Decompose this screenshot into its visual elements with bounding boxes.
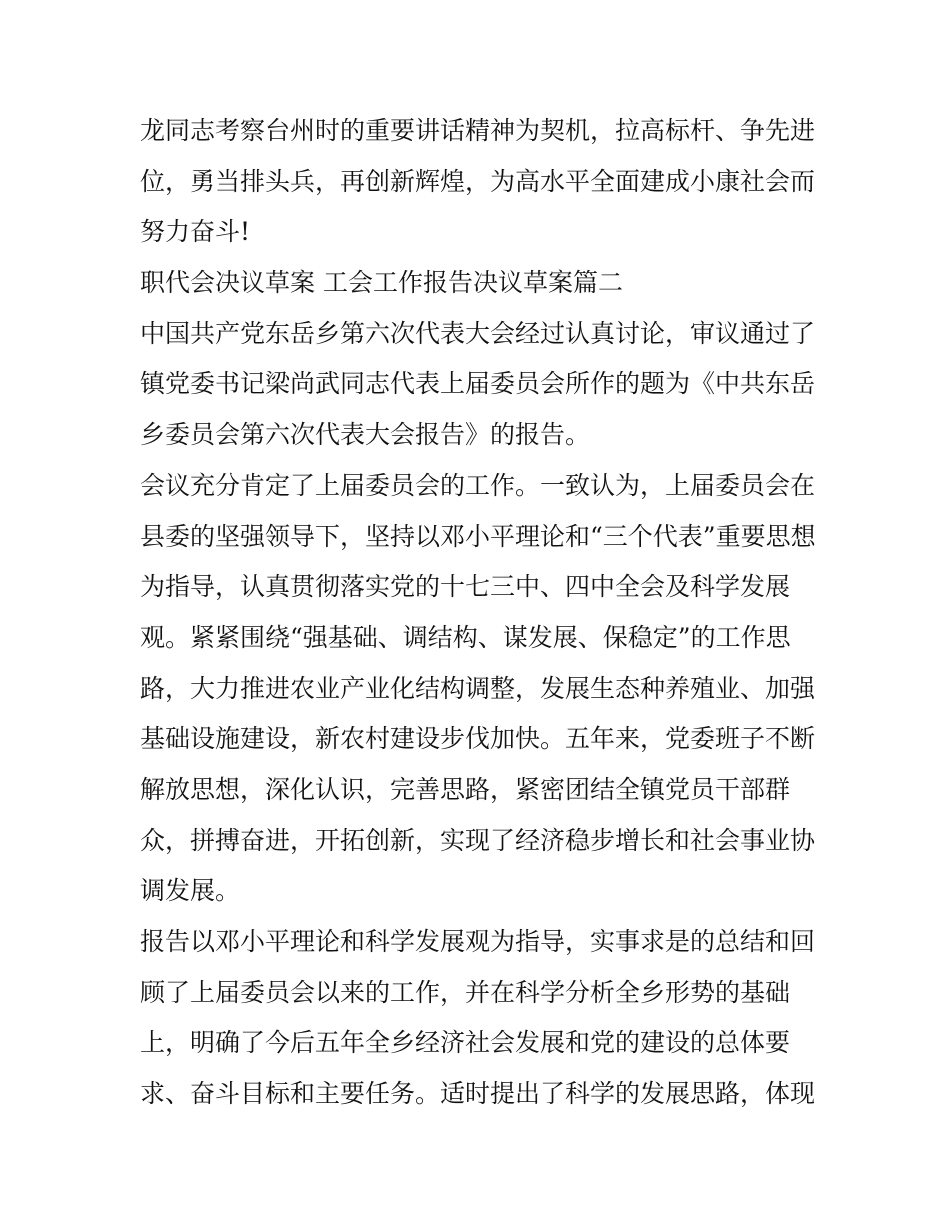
text-line: 县委的坚强领导下，坚持以邓小平理论和“三个代表”重要思想	[140, 521, 816, 551]
text-line: 调发展。	[140, 876, 241, 906]
text-line: 报告以邓小平理论和科学发展观为指导，实事求是的总结和回	[140, 927, 816, 956]
text-line: 上，明确了今后五年全乡经济社会发展和党的建设的总体要	[140, 1028, 791, 1058]
text-line: 龙同志考察台州时的重要讲话精神为契机，拉高标杆、争先进	[140, 116, 816, 145]
text-line: 中国共产党东岳乡第六次代表大会经过认真讨论，审议通过了	[140, 318, 816, 348]
text-line: 观。紧紧围绕“强基础、调结构、谋发展、保稳定”的工作思	[140, 622, 791, 652]
document-body	[140, 106, 820, 1120]
text-line: 乡委员会第六次代表大会报告》的报告。	[140, 420, 591, 450]
text-line: 镇党委书记梁尚武同志代表上届委员会所作的题为《中共东岳	[140, 369, 816, 399]
text-line: 会议充分肯定了上届委员会的工作。一致认为，上届委员会在	[140, 470, 816, 500]
text-line: 求、奋斗目标和主要任务。适时提出了科学的发展思路，体现	[140, 1079, 816, 1109]
text-line: 位，勇当排头兵，再创新辉煌，为高水平全面建成小康社会而	[140, 166, 816, 196]
text-line: 为指导，认真贯彻落实党的十七三中、四中全会及科学发展	[140, 572, 791, 602]
text-line: 众，拼搏奋进，开拓创新，实现了经济稳步增长和社会事业协	[140, 825, 816, 855]
text-line: 基础设施建设，新农村建设步伐加快。五年来，党委班子不断	[140, 724, 816, 754]
text-line: 解放思想，深化认识，完善思路，紧密团结全镇党员干部群	[140, 774, 791, 804]
section-heading: 职代会决议草案 工会工作报告决议草案篇二	[140, 268, 623, 298]
text-line: 努力奋斗!	[140, 217, 251, 247]
text-line: 顾了上届委员会以来的工作，并在科学分析全乡形势的基础	[140, 977, 791, 1007]
text-line: 路，大力推进农业产业化结构调整，发展生态种养殖业、加强	[140, 673, 816, 703]
